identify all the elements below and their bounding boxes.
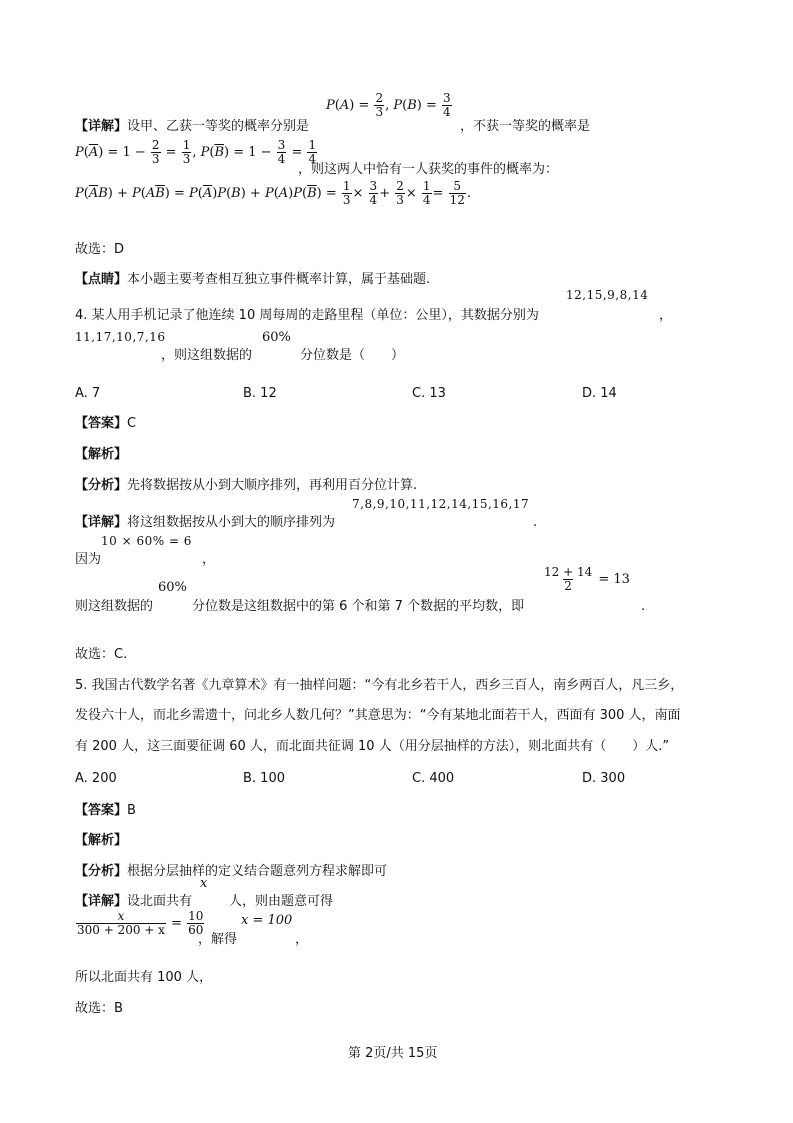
q5-option-a: A. 200 [75,771,117,786]
eq-numerator: x [117,909,125,923]
q5-equation: $\frac{x}{300 + 200 + x}$ = $\frac{10}{60}$ [77,909,204,937]
q4-comma: ， [659,308,673,323]
answer-label: 【答案】 [75,803,128,818]
q3-choose: 故选：D [75,242,125,257]
q4-because-expr: 10 × 60% = 6 [101,534,192,548]
q3-then-text: ，则这两人中恰有一人获奖的事件的概率为： [298,162,559,177]
q5-stem-1: 5. 我国古代数学名著《九章算术》有一抽样问题：“今有北乡若干人，西乡三百人，南乡两百人，凡三乡， [75,678,684,693]
prob-given-formula: P(A) = $\frac{2}{3}$ , P(B) = $\frac{3}{4}$ [326,91,451,119]
fenxi-text: 先将数据按从小到大顺序排列，再利用百分位计算. [127,478,418,493]
fenxi-text: 根据分层抽样的定义结合题意列方程求解即可 [127,864,388,879]
q4-answer [75,416,136,432]
q5-sol-expr: x = 100 [241,913,293,928]
q5-sol-tail: ， [295,932,309,947]
answer-value: B [127,803,136,818]
eq-rhs-numerator: 10 [188,909,204,923]
detail-text: 设甲、乙获一等奖的概率分别是 [127,119,310,134]
answer-value: C [127,416,137,431]
detail-text: 设北面共有 [127,894,193,909]
q5-conclusion: 所以北面共有 100 人， [75,970,213,985]
q5-analysis-label: 【解析】 [75,833,128,848]
q4-analysis-label: 【解析】 [75,447,128,462]
detail-label: 【详解】 [75,894,128,909]
q3-detail-line [75,119,309,135]
q5-stem-2: 发役六十人，而北乡需遗十，问北乡人数几何？”其意思为：“今有某地北面若干人，西面有 300 人，南面 [75,708,681,723]
q5-detail [75,894,192,910]
fenxi-label: 【分析】 [75,478,128,493]
q4-choose: 故选：C. [75,647,128,662]
q4-because-tail: ， [202,552,216,567]
q4-period: . [533,515,538,530]
frac-numerator: 12 + 14 [544,565,593,579]
q5-var-x: x [200,876,208,891]
q4-because: 因为 [75,552,102,567]
exactly-one-prob-formula: $P(\overline{A}B) + P(A\overline{B}) = P(\overline{A})P(B) + P(A)P(\overline{B})$ = $\frac{1}{3}$ × $\frac{3}{4}$ + $\frac{2}{3}$ × $\frac{1}{4}$ = $\frac{5}{12}$ . [75,179,471,207]
q4-fenxi [75,478,417,494]
q5-option-c: C. 400 [412,771,455,786]
q5-answer [75,803,136,819]
q4-stem-b: ，则这组数据的 [161,348,253,363]
page-footer: 第 2页/共 15页 [348,1046,438,1061]
comment-text: 本小题主要考查相互独立事件概率计算，属于基础题. [127,272,431,287]
q4-option-d: D. 14 [582,386,617,401]
q4-average-formula [542,566,630,593]
q5-option-d: D. 300 [582,771,626,786]
complement-prob-formula: $P(\overline{A}) = 1$ − $\frac{2}{3}$ = $\frac{1}{3}$ , $P(\overline{B}) = 1$ − $\frac{3}{4}$ = $\frac{1}{4}$ [75,138,317,166]
q4-then-a: 则这组数据的 [75,599,154,614]
q4-data-a: 12,15,9,8,14 [566,288,649,302]
eq-rhs-denominator: 60 [188,923,204,937]
q5-option-b: B. 100 [243,771,285,786]
q3-detail-tail: ，不获一等奖的概率是 [460,119,591,134]
q4-stem-a: 4. 某人用手机记录了他连续 10 周每周的走路里程（单位：公里），其数据分别为 [75,308,539,323]
q4-then-b: 分位数是这组数据中的第 6 个和第 7 个数据的平均数，即 [192,599,525,614]
q4-sorted-data: 7,8,9,10,11,12,14,15,16,17 [352,497,530,511]
detail-label: 【详解】 [75,119,128,134]
q5-solve: ，解得 [198,932,238,947]
q4-stem-c: 分位数是（ ） [300,348,405,363]
answer-label: 【答案】 [75,416,128,431]
q4-final-period: . [641,599,646,614]
q4-percent-2: 60% [158,580,187,595]
q4-option-a: A. 7 [75,386,101,401]
eq-denominator: 300 + 200 + x [77,923,165,937]
q4-detail [75,515,335,531]
q4-option-c: C. 13 [412,386,446,401]
q5-choose: 故选：B [75,1001,123,1016]
q4-data-b: 11,17,10,7,16 [75,330,166,344]
frac-denominator: 2 [564,579,572,593]
comment-label: 【点睛】 [75,272,128,287]
frac-result: = 13 [598,572,630,587]
q5-detail-tail: 人，则由题意可得 [229,894,334,909]
q4-option-b: B. 12 [243,386,277,401]
q4-percent: 60% [262,330,291,345]
detail-text: 将这组数据按从小到大的顺序排列为 [127,515,336,530]
q5-stem-3: 有 200 人，这三面要征调 60 人，而北面共征调 10 人（用分层抽样的方法），则北面共有（ ）人.” [75,739,670,754]
q5-fenxi [75,864,387,880]
detail-label: 【详解】 [75,515,128,530]
fenxi-label: 【分析】 [75,864,128,879]
q3-comment [75,272,430,288]
